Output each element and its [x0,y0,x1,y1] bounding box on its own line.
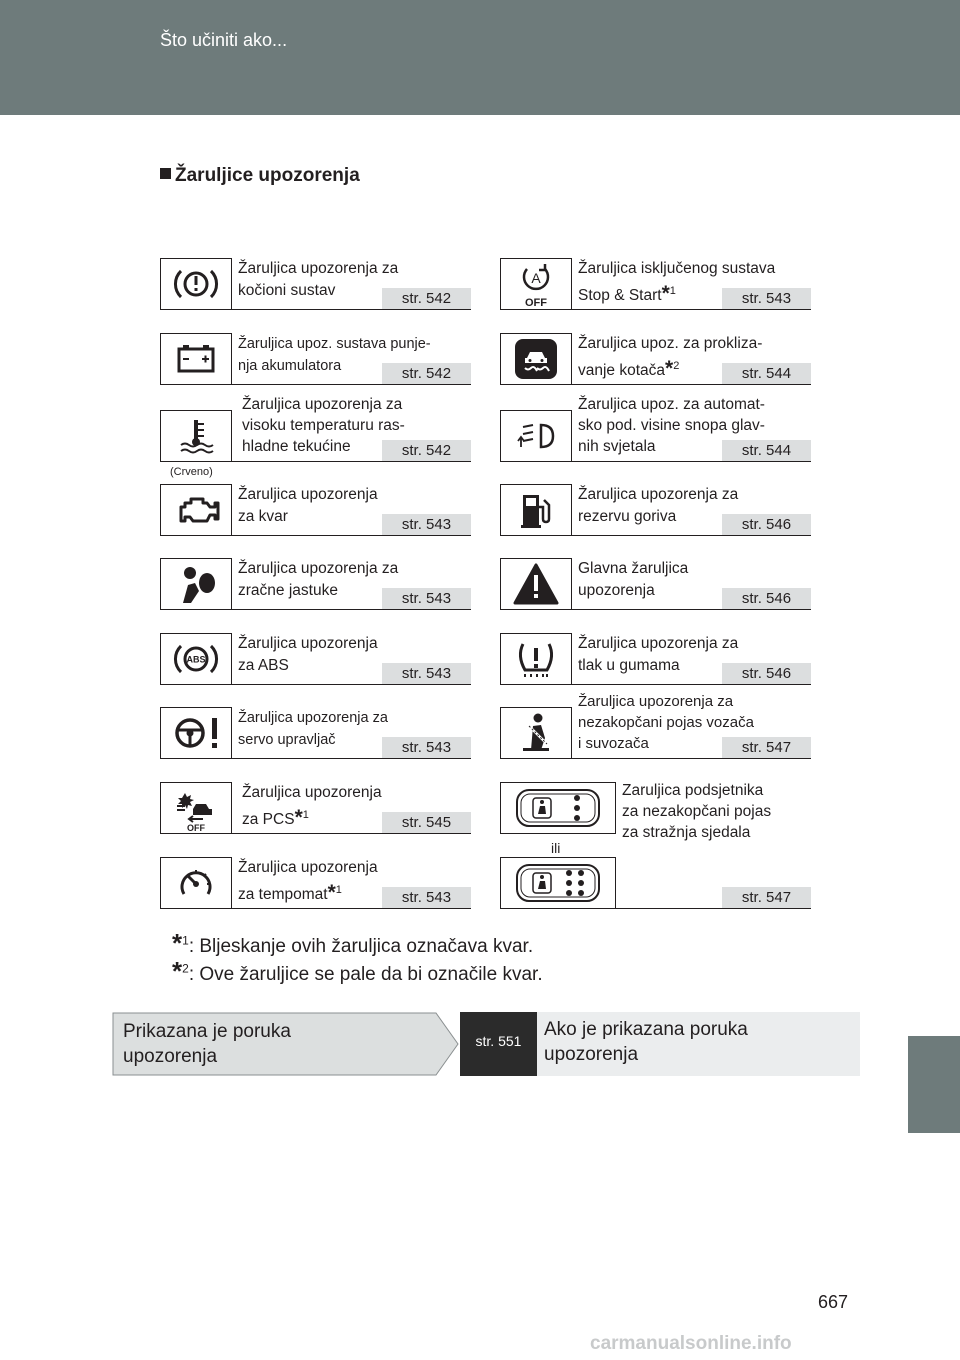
underline [571,461,811,462]
headlight-leveling-icon [500,410,572,462]
warning-item-abs: ABS Žaruljica upozorenja za ABS str. 543 [160,633,471,685]
page-reference: str. 547 [722,737,811,758]
coolant-temperature-icon [160,410,232,462]
abs-icon [160,633,232,685]
svg-text:OFF: OFF [525,297,547,309]
underline [571,609,811,610]
fuel-icon [500,484,572,536]
underline [615,908,811,909]
battery-charging-icon [160,333,232,385]
watermark: carmanualsonline.info [590,1333,792,1354]
page-reference: str. 545 [382,812,471,833]
underline [231,309,471,310]
svg-text:A: A [531,270,541,286]
warning-item-coolant: Žaruljica upozorenja za visoku temperaturu ras- hladne tekućine str. 542 [160,410,471,462]
cruise-control-icon [160,857,232,909]
page-reference: str. 543 [382,588,471,609]
underline [231,684,471,685]
page-reference: str. 542 [382,363,471,384]
rear-seatbelt-icon [500,782,616,834]
svg-text:OFF: OFF [187,823,205,833]
underline [571,535,811,536]
underline [571,758,811,759]
warning-item-pcs: OFF Žaruljica upozorenja za PCS*$^1$ str. 545 [160,782,471,834]
stop-start-off-icon [500,258,572,310]
page-reference: str. 547 [722,887,811,908]
page-reference: str. 546 [722,514,811,535]
page-reference: str. 546 [722,588,811,609]
warning-item-fuel: Žaruljica upozorenja za rezervu goriva str. 546 [500,484,811,536]
slip-indicator-icon [500,333,572,385]
underline [231,535,471,536]
page-reference: str. 546 [722,663,811,684]
color-note: (Crveno) [170,466,213,478]
footnote-2: *$^2$: Ove žaruljice se pale da bi označile kvar. [172,956,543,986]
warning-item-headlight: Žaruljica upoz. za automat- sko pod. visine snopa glav- nih svjetala str. 544 [500,410,811,462]
underline [571,384,811,385]
warning-item-slip: Žaruljica upoz. za prokliza- vanje kotača*$^2$ str. 544 [500,333,811,385]
warning-item-cruise: Žaruljica upozorenja za tempomat*$^1$ str. 543 [160,857,471,909]
page-reference: str. 543 [382,737,471,758]
underline [231,384,471,385]
power-steering-icon [160,707,232,759]
rear-seatbelt-alt-icon [500,857,616,909]
warning-item-airbag: Žaruljica upozorenja za zračne jastuke str. 543 [160,558,471,610]
master-warning-icon [500,558,572,610]
page-reference: str. 543 [382,887,471,908]
underline [231,908,471,909]
pcs-off-icon [160,782,232,834]
bottom-navigation [112,1012,860,1076]
page-reference: str. 544 [722,363,811,384]
warning-item-brake: Žaruljica upozorenja za kočioni sustav str. 542 [160,258,471,310]
square-bullet-icon [160,168,171,179]
nav-left-label: Prikazana je poruka upozorenja [123,1021,291,1067]
rear-seatbelt-alt [500,857,811,909]
tire-pressure-icon [500,633,572,685]
page-header [0,0,960,115]
warning-item-stop-start: A OFF Žaruljica isključenog sustava Stop & Start*$^1$ str. 543 [500,258,811,310]
seatbelt-icon [500,707,572,759]
rear-seatbelt-label: Zaruljica podsjetnika za nezakopčani pojas za stražnja sjedala [622,782,772,841]
chapter-tab [908,1036,960,1133]
page-reference: str. 543 [382,514,471,535]
warning-item-charging: Žaruljica upoz. sustava punje- nja akumulatora str. 542 [160,333,471,385]
page-reference: str. 544 [722,440,811,461]
check-engine-icon [160,484,232,536]
underline [231,609,471,610]
underline [231,461,471,462]
footnote-1: *$^1$: Bljeskanje ovih žaruljica označava kvar. [172,928,534,958]
warning-item-steering: Žaruljica upozorenja za servo upravljač str. 543 [160,707,471,759]
page-reference: str. 543 [382,663,471,684]
warning-item-master: Glavna žaruljica upozorenja str. 546 [500,558,811,610]
page-number: 667 [818,1292,849,1312]
nav-right-label: Ako je prikazana poruka upozorenja [544,1019,748,1065]
page-reference: str. 542 [382,288,471,309]
underline [231,758,471,759]
underline [571,309,811,310]
page-reference: str. 542 [382,440,471,461]
warning-item-tire: Žaruljica upozorenja za tlak u gumama str. 546 [500,633,811,685]
svg-text:ABS: ABS [186,654,206,665]
nav-page-reference[interactable]: str. 551 [475,1033,522,1049]
underline [571,684,811,685]
header-title: Što učiniti ako... [160,30,288,50]
brake-warning-icon [160,258,232,310]
page-reference: str. 543 [722,288,811,309]
airbag-icon [160,558,232,610]
warning-item-engine: Žaruljica upozorenja za kvar str. 543 [160,484,471,536]
section-title: Žaruljice upozorenja [160,165,360,187]
warning-item-seatbelt: Žaruljica upozorenja za nezakopčani pojas vozača i suvozača str. 547 [500,707,811,759]
or-label: ili [551,840,561,856]
underline [231,833,471,834]
